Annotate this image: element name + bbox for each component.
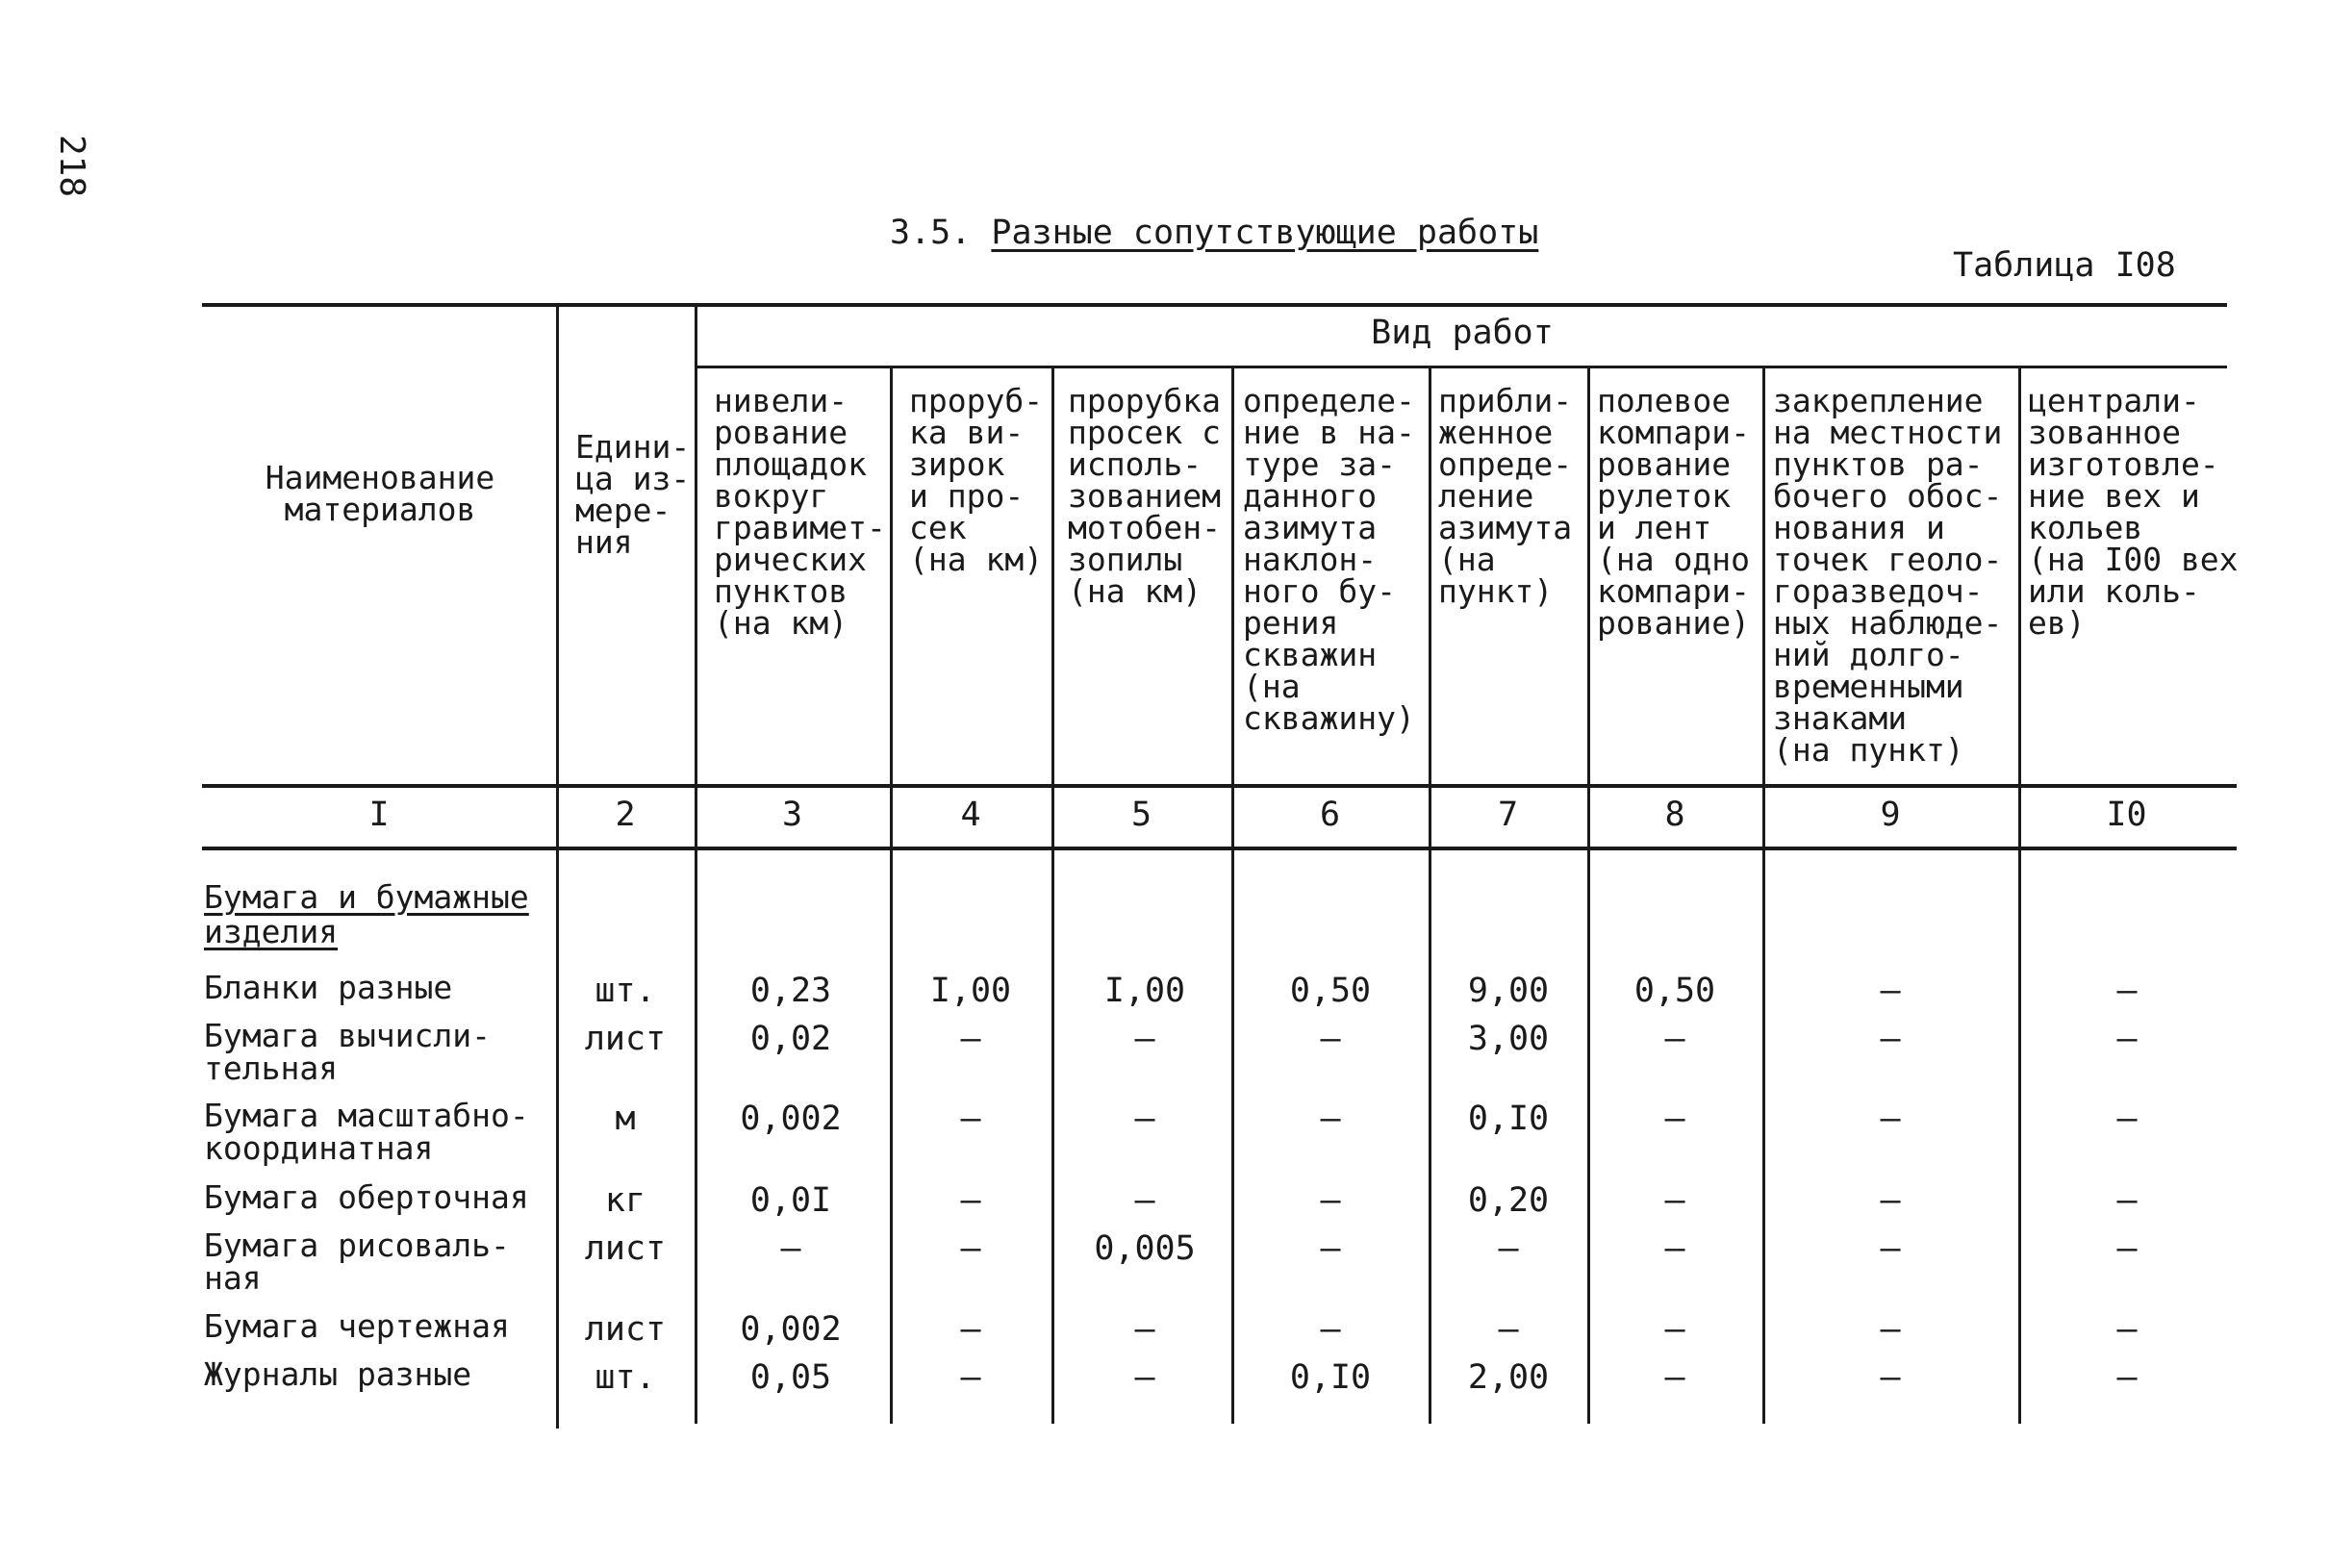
material-group-title: Бумага и бумажные изделия xyxy=(204,878,529,950)
value-cell: 9,00 xyxy=(1467,972,1550,1010)
col-divider xyxy=(1051,366,1054,1424)
column-number: 5 xyxy=(1130,796,1152,834)
value-cell: 0,002 xyxy=(740,1100,842,1138)
section-number: 3.5. xyxy=(890,214,972,252)
col-divider xyxy=(2018,366,2021,1424)
value-cell: – xyxy=(1134,1020,1155,1058)
unit-cell: шт. xyxy=(595,972,656,1010)
unit-cell: лист xyxy=(584,1310,667,1349)
value-cell: – xyxy=(1880,1229,1901,1268)
header-col6: определе- ние в на- туре за- данного азимута наклон- ного бу- рения скважин (на скважину) xyxy=(1243,382,1415,737)
value-cell: 0,005 xyxy=(1094,1229,1196,1268)
value-cell: – xyxy=(1880,972,1901,1010)
column-number: I xyxy=(368,796,390,834)
value-cell: – xyxy=(1664,1020,1685,1058)
header-unit: Едини- ца из- мере- ния xyxy=(575,428,691,561)
unit-cell: кг xyxy=(604,1181,646,1220)
value-cell: – xyxy=(1880,1358,1901,1397)
value-cell: – xyxy=(1320,1310,1341,1349)
value-cell: – xyxy=(2116,1181,2138,1220)
value-cell: – xyxy=(960,1358,981,1397)
value-cell: – xyxy=(2116,1100,2138,1138)
material-name: Бумага вычисли- тельная xyxy=(204,1017,492,1087)
value-cell: – xyxy=(1664,1310,1685,1349)
column-number: 4 xyxy=(960,796,981,834)
value-cell: – xyxy=(1320,1181,1341,1220)
page-number: 218 xyxy=(52,135,91,198)
col-divider xyxy=(890,366,893,1424)
value-cell: – xyxy=(1498,1229,1519,1268)
value-cell: – xyxy=(2116,1020,2138,1058)
value-cell: – xyxy=(960,1020,981,1058)
value-cell: 2,00 xyxy=(1467,1358,1550,1397)
column-number: 3 xyxy=(781,796,803,834)
value-cell: – xyxy=(2116,1310,2138,1349)
unit-cell: лист xyxy=(584,1020,667,1058)
value-cell: – xyxy=(1134,1358,1155,1397)
value-cell: – xyxy=(1320,1020,1341,1058)
value-cell: 0,05 xyxy=(749,1358,832,1397)
section-title-text: Разные сопутствующие работы xyxy=(991,214,1539,252)
value-cell: – xyxy=(1664,1229,1685,1268)
material-name: Журналы разные xyxy=(204,1355,472,1393)
value-cell: – xyxy=(1664,1358,1685,1397)
header-col5: прорубка просек с исполь- зованием мотобен- зопилы (на км) xyxy=(1068,382,1221,610)
header-bottom-rule xyxy=(202,784,2237,788)
value-cell: – xyxy=(1134,1100,1155,1138)
value-cell: I,00 xyxy=(929,972,1012,1010)
header-col3: нивели- рование площадок вокруг гравимет- рических пунктов (на км) xyxy=(714,382,886,642)
value-cell: – xyxy=(1664,1181,1685,1220)
col-divider xyxy=(695,303,697,1424)
value-cell: 0,I0 xyxy=(1289,1358,1372,1397)
table-top-rule xyxy=(202,303,2227,307)
value-cell: 0,20 xyxy=(1467,1181,1550,1220)
col-divider xyxy=(1231,366,1234,1424)
header-col10: централи- зованное изготовле- ние вех и кольев (на I00 вех или коль- ев) xyxy=(2028,382,2239,642)
material-name: Бумага рисоваль- ная xyxy=(204,1227,510,1297)
header-col9: закрепление на местности пунктов ра- бочего обос- нования и точек геоло- горазведоч- ных наблюде- ний долго- временными знаками (на пункт) xyxy=(1773,382,2003,769)
value-cell: – xyxy=(2116,1358,2138,1397)
header-col4: проруб- ка ви- зирок и про- сек (на км) xyxy=(909,382,1044,578)
material-name: Бумага масштабно- координатная xyxy=(204,1097,529,1167)
header-col8: полевое компари- рование рулеток и лент (на одно компари- рование) xyxy=(1597,382,1750,642)
group-header-rule xyxy=(695,366,2227,368)
column-number: 8 xyxy=(1664,796,1685,834)
value-cell: – xyxy=(1880,1020,1901,1058)
value-cell: I,00 xyxy=(1103,972,1186,1010)
value-cell: 0,002 xyxy=(740,1310,842,1349)
value-cell: – xyxy=(1498,1310,1519,1349)
value-cell: – xyxy=(1880,1181,1901,1220)
unit-cell: м xyxy=(615,1100,636,1138)
value-cell: – xyxy=(780,1229,801,1268)
section-title xyxy=(890,214,1538,252)
value-cell: – xyxy=(2116,972,2138,1010)
unit-cell: шт. xyxy=(595,1358,656,1397)
value-cell: – xyxy=(1134,1181,1155,1220)
header-work-type: Вид работ xyxy=(1371,314,1554,352)
column-number: 2 xyxy=(615,796,636,834)
value-cell: – xyxy=(960,1100,981,1138)
value-cell: – xyxy=(960,1181,981,1220)
value-cell: – xyxy=(960,1310,981,1349)
value-cell: – xyxy=(1320,1100,1341,1138)
value-cell: – xyxy=(1134,1310,1155,1349)
column-number: 6 xyxy=(1319,796,1341,834)
value-cell: – xyxy=(1880,1310,1901,1349)
value-cell: – xyxy=(1664,1100,1685,1138)
col-divider xyxy=(1762,366,1765,1424)
value-cell: 0,0I xyxy=(749,1181,832,1220)
unit-cell: лист xyxy=(584,1229,667,1268)
column-number-rule xyxy=(202,847,2237,850)
value-cell: 0,02 xyxy=(749,1020,832,1058)
material-name: Бумага оберточная xyxy=(204,1178,529,1216)
value-cell: – xyxy=(960,1229,981,1268)
value-cell: 0,23 xyxy=(749,972,832,1010)
material-name: Бумага чертежная xyxy=(204,1307,510,1345)
value-cell: 0,I0 xyxy=(1467,1100,1550,1138)
value-cell: 0,50 xyxy=(1633,972,1716,1010)
material-name: Бланки разные xyxy=(204,969,453,1006)
value-cell: – xyxy=(2116,1229,2138,1268)
table-label: Таблица I08 xyxy=(1953,246,2176,285)
value-cell: 3,00 xyxy=(1467,1020,1550,1058)
column-number: 7 xyxy=(1497,796,1519,834)
col-divider xyxy=(1587,366,1590,1424)
column-number: I0 xyxy=(2106,796,2147,834)
header-materials: Наименование материалов xyxy=(265,459,495,528)
column-number: 9 xyxy=(1880,796,1901,834)
value-cell: 0,50 xyxy=(1289,972,1372,1010)
header-col7: прибли- женное опреде- ление азимута (на пункт) xyxy=(1438,382,1573,610)
value-cell: – xyxy=(1320,1229,1341,1268)
value-cell: – xyxy=(1880,1100,1901,1138)
